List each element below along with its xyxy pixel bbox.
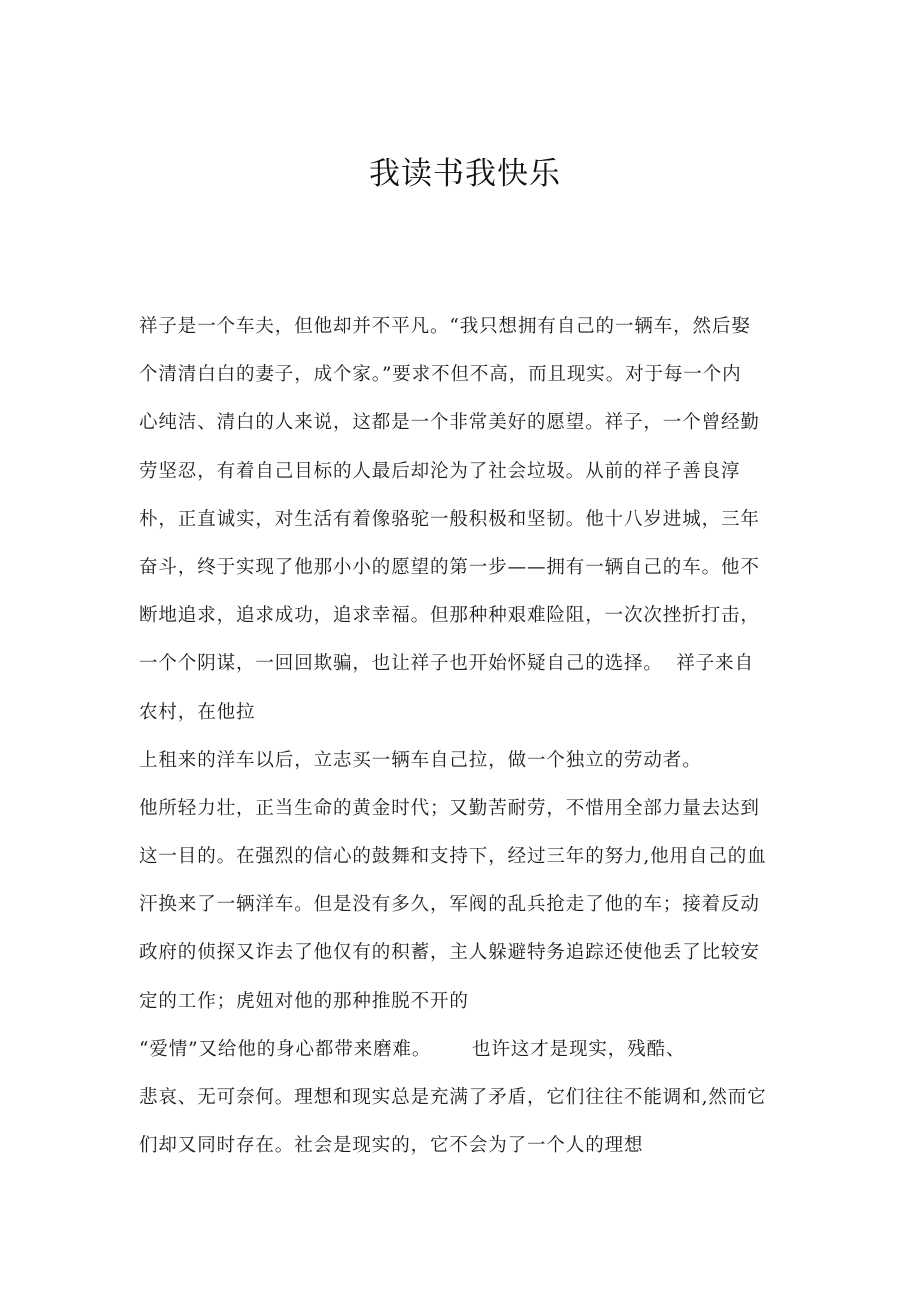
body-line: 一个个阴谋，一回回欺骗，也让祥子也开始怀疑自己的选择。 祥子来自 xyxy=(139,653,754,675)
body-line: 断地追求，追求成功，追求幸福。但那种种艰难险阻，一次次挫折打击， xyxy=(139,605,760,627)
body-line: 定的工作；虎妞对他的那种推脱不开的 xyxy=(139,990,469,1012)
document-body xyxy=(139,307,799,1174)
body-line: 汗换来了一辆洋车。但是没有多久，军阀的乱兵抢走了他的车；接着反动 xyxy=(139,894,760,916)
body-line: 悲哀、无可奈何。理想和现实总是充满了矛盾，它们往往不能调和,然而它 xyxy=(139,1087,767,1108)
body-line: 政府的侦探又诈去了他仅有的积蓄，主人躲避特务追踪还使他丢了比较安 xyxy=(139,942,760,964)
body-line: 心纯洁、清白的人来说，这都是一个非常美好的愿望。祥子，一个曾经勤 xyxy=(139,412,760,434)
body-line: 他所轻力壮，正当生命的黄金时代；又勤苦耐劳，不惜用全部力量去达到 xyxy=(139,797,760,819)
body-line: 个清清白白的妻子，成个家。”要求不但不高，而且现实。对于每一个内 xyxy=(139,364,742,386)
body-line: 农村，在他拉 xyxy=(139,701,256,723)
body-line: 祥子是一个车夫，但他却并不平凡。“我只想拥有自己的一辆车，然后娶 xyxy=(139,316,751,337)
body-line: “爱情”又给他的身心都带来磨难。 也许这才是现实，残酷、 xyxy=(139,1038,686,1060)
body-line: 上租来的洋车以后，立志买一辆车自己拉，做一个独立的劳动者。 xyxy=(139,749,702,771)
body-line: 朴，正直诚实，对生活有着像骆驼一般积极和坚韧。他十八岁进城，三年 xyxy=(139,508,760,530)
body-line: 这一目的。在强烈的信心的鼓舞和支持下，经过三年的努力,他用自己的血 xyxy=(139,846,767,868)
body-line: 劳坚忍，有着自己目标的人最后却沦为了社会垃圾。从前的祥子善良淳 xyxy=(139,460,741,482)
body-line: 们却又同时存在。社会是现实的，它不会为了一个人的理想 xyxy=(139,1135,644,1157)
document-title: 我读书我快乐 xyxy=(369,156,561,192)
body-line: 奋斗，终于实现了他那小小的愿望的第一步——拥有一辆自己的车。他不 xyxy=(139,556,760,578)
